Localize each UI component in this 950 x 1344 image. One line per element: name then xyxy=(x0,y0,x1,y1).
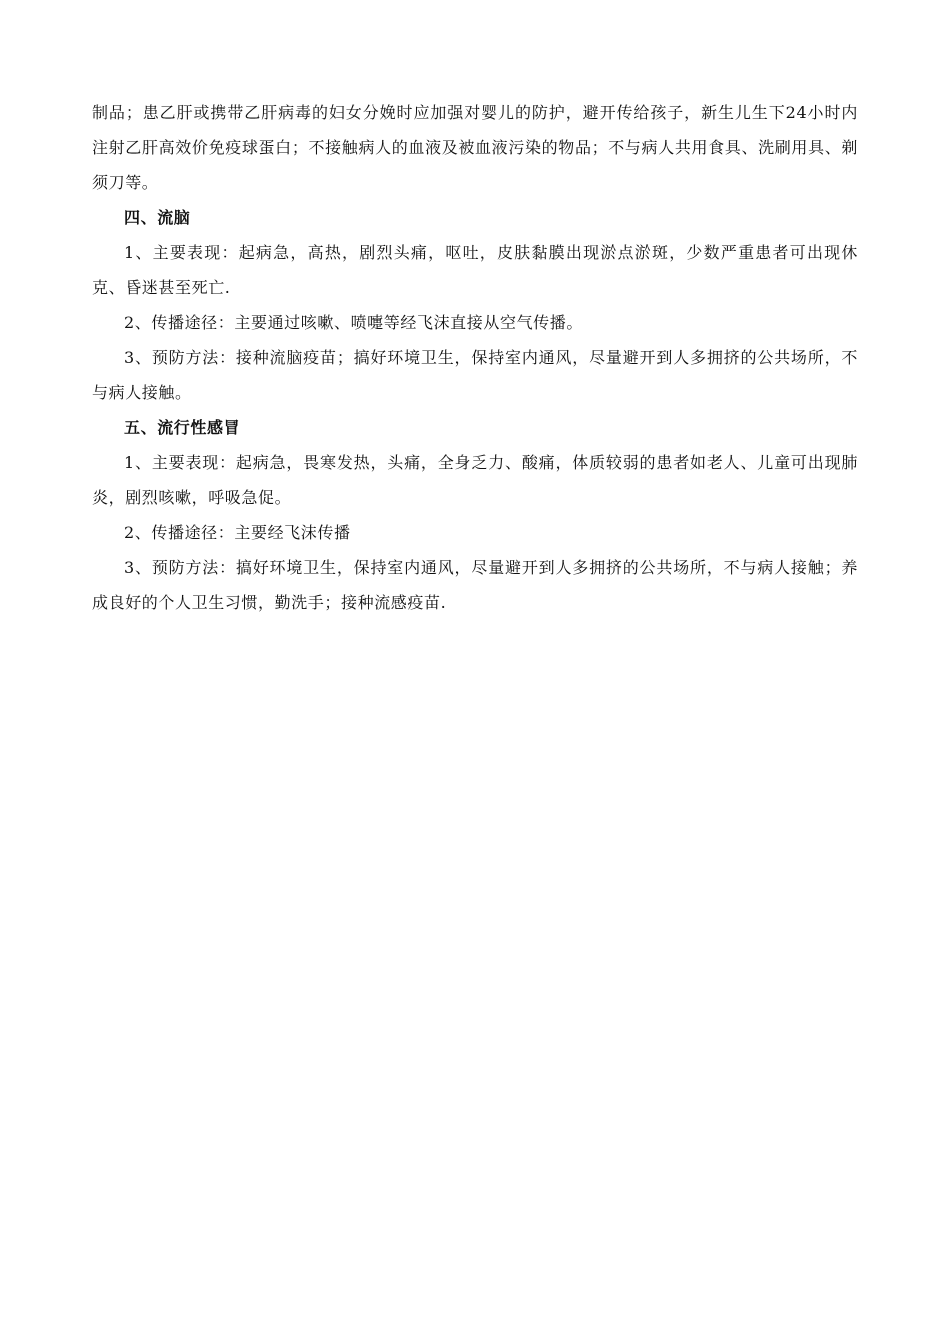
influenza-prevention-paragraph: 3、预防方法：搞好环境卫生，保持室内通风，尽量避开到人多拥挤的公共场所，不与病人接触；养成良好的个人卫生习惯，勤洗手；接种流感疫苗. xyxy=(92,558,858,612)
influenza-symptoms-paragraph: 1、主要表现：起病急，畏寒发热，头痛，全身乏力、酸痛，体质较弱的患者如老人、儿童可出现肺炎，剧烈咳嗽，呼吸急促。 xyxy=(92,453,858,507)
meningitis-prevention-paragraph: 3、预防方法：接种流脑疫苗；搞好环境卫生，保持室内通风，尽量避开到人多拥挤的公共场所，不与病人接触。 xyxy=(92,348,858,402)
influenza-transmission-paragraph: 2、传播途径：主要经飞沫传播 xyxy=(124,523,351,542)
section-heading-meningitis: 四、流脑 xyxy=(124,208,191,227)
document-page xyxy=(92,95,858,620)
meningitis-symptoms-paragraph: 1、主要表现：起病急，高热，剧烈头痛，呕吐，皮肤黏膜出现淤点淤斑，少数严重患者可出现休克、昏迷甚至死亡. xyxy=(92,243,858,297)
meningitis-transmission-paragraph: 2、传播途径：主要通过咳嗽、喷嚏等经飞沫直接从空气传播。 xyxy=(124,313,583,332)
hepb-continued-paragraph: 制品；患乙肝或携带乙肝病毒的妇女分娩时应加强对婴儿的防护，避开传给孩子，新生儿生下24小时内注射乙肝高效价免疫球蛋白；不接触病人的血液及被血液污染的物品；不与病人共用食具、洗刷用具、剃须刀等。 xyxy=(92,103,858,192)
section-heading-influenza: 五、流行性感冒 xyxy=(124,418,241,437)
